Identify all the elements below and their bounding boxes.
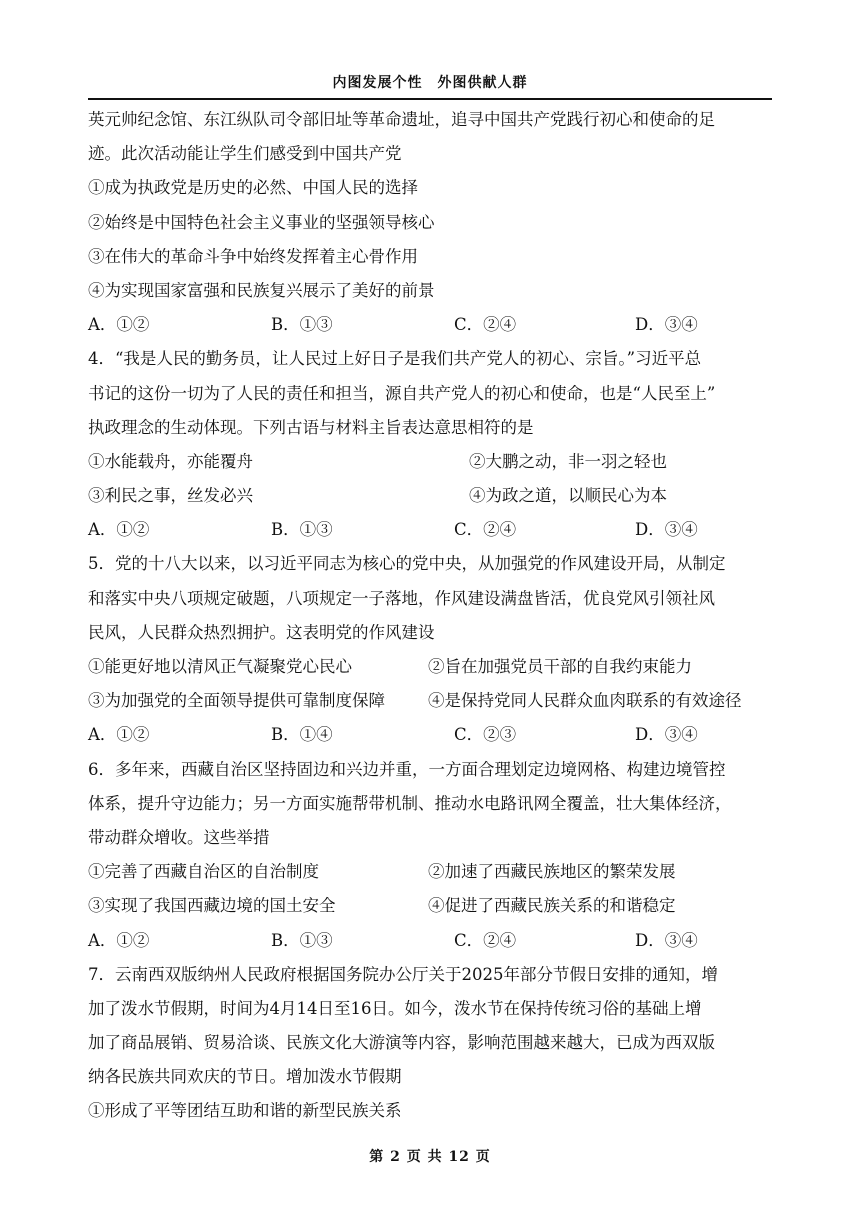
question-5-statement-2: ②旨在加强党员干部的自我约束能力: [428, 657, 692, 676]
header-rule: [88, 98, 772, 100]
option-d: D．③④: [635, 725, 698, 745]
question-5-options: [88, 718, 778, 752]
question-6-statement-2: ②加速了西藏民族地区的繁荣发展: [428, 862, 676, 882]
question-3-statement-3: ③在伟大的革命斗争中始终发挥着主心骨作用: [88, 246, 418, 266]
option-d: D．③④: [635, 520, 698, 540]
question-6-stem-line: 体系，提升守边能力；另一方面实施帮带机制、推动水电路讯网全覆盖，壮大集体经济，: [88, 793, 732, 813]
option-c: C．②④: [454, 520, 517, 540]
question-3-options: [88, 308, 778, 342]
question-4-options: [88, 513, 778, 547]
option-a: A．①②: [88, 520, 150, 540]
question-5-statements-row: [88, 650, 778, 684]
question-6-statement-1: ①完善了西藏自治区的自治制度: [88, 862, 319, 882]
question-4-statement-4: ④为政之道，以顺民心为本: [469, 486, 667, 506]
question-5-statement-4: ④是保持党同人民群众血肉联系的有效途径: [428, 691, 742, 711]
question-content: [88, 103, 778, 1129]
question-4-statements-row: [88, 445, 778, 479]
question-3-statement-4: ④为实现国家富强和民族复兴展示了美好的前景: [88, 280, 435, 300]
option-b: B．①③: [271, 930, 333, 950]
option-b: B．①④: [271, 725, 333, 745]
option-a: A．①②: [88, 315, 150, 335]
option-b: B．①③: [271, 315, 333, 335]
option-c: C．②④: [454, 315, 517, 335]
question-3-statement-2: ②始终是中国特色社会主义事业的坚强领导核心: [88, 212, 435, 232]
option-a: A．①②: [88, 930, 150, 950]
question-5-stem-line: 民风，人民群众热烈拥护。这表明党的作风建设: [88, 622, 435, 642]
option-c: C．②③: [454, 725, 517, 745]
question-6-options: [88, 924, 778, 958]
option-c: C．②④: [454, 930, 517, 950]
question-6-stem-line: 6．多年来，西藏自治区坚持固边和兴边并重，一方面合理划定边境网格、构建边境管控: [88, 759, 726, 779]
option-b: B．①③: [271, 520, 333, 540]
question-7-stem-line: 纳各民族共同欢庆的节日。增加泼水节假期: [88, 1067, 402, 1087]
question-5-statement-1: ①能更好地以清风正气凝聚党心民心: [88, 657, 352, 676]
question-5-stem-line: 5．党的十八大以来，以习近平同志为核心的党中央，从加强党的作风建设开局，从制定: [88, 554, 726, 574]
question-5-stem-line: 和落实中央八项规定破题，八项规定一子落地，作风建设满盘皆活，优良党风引领社风: [88, 588, 715, 608]
option-a: A．①②: [88, 725, 150, 745]
question-6-statement-4: ④促进了西藏民族关系的和谐稳定: [428, 896, 676, 916]
question-7-stem-line: 7．云南西双版纳州人民政府根据国务院办公厅关于2025年部分节假日安排的通知，增: [88, 964, 718, 984]
question-4-stem-line: 书记的这份一切为了人民的责任和担当，源自共产党人的初心和使命，也是“人民至上”: [88, 383, 716, 403]
question-4-statements-row: [88, 479, 778, 513]
question-7-stem-line: 加了商品展销、贸易洽谈、民族文化大游演等内容，影响范围越来越大，已成为西双版: [88, 1033, 715, 1053]
page-header: 内图发展个性 外图供献人群: [332, 75, 528, 91]
question-5-statement-3: ③为加强党的全面领导提供可靠制度保障: [88, 691, 385, 711]
option-d: D．③④: [635, 315, 698, 335]
question-4-statement-1: ①水能载舟，亦能覆舟: [88, 451, 253, 471]
question-6-statement-3: ③实现了我国西藏边境的国土安全: [88, 896, 336, 916]
question-4-statement-3: ③利民之事，丝发必兴: [88, 486, 253, 506]
question-4-statement-2: ②大鹏之动，非一羽之轻也: [469, 451, 667, 471]
option-d: D．③④: [635, 930, 698, 950]
question-3-statement-1: ①成为执政党是历史的必然、中国人民的选择: [88, 178, 418, 198]
question-6-stem-line: 带动群众增收。这些举措: [88, 827, 270, 847]
question-7-stem-line: 加了泼水节假期，时间为4月14日至16日。如今，泼水节在保持传统习俗的基础上增: [88, 998, 702, 1018]
question-6-statements-row: [88, 889, 778, 923]
question-4-stem-line: 4．“我是人民的勤务员，让人民过上好日子是我们共产党人的初心、宗旨。”习近平总: [88, 349, 702, 369]
question-3-stem-line: 迹。此次活动能让学生们感受到中国共产党: [88, 144, 402, 164]
question-3-stem-line: 英元帅纪念馆、东江纵队司令部旧址等革命遗址，追寻中国共产党践行初心和使命的足: [88, 110, 715, 129]
question-7-statement-1: ①形成了平等团结互助和谐的新型民族关系: [88, 1101, 402, 1121]
question-4-stem-line: 执政理念的生动体现。下列古语与材料主旨表达意思相符的是: [88, 417, 534, 437]
question-6-statements-row: [88, 855, 778, 889]
question-5-statements-row: [88, 684, 778, 718]
page-footer: 第 2 页 共 12 页: [369, 1149, 491, 1165]
